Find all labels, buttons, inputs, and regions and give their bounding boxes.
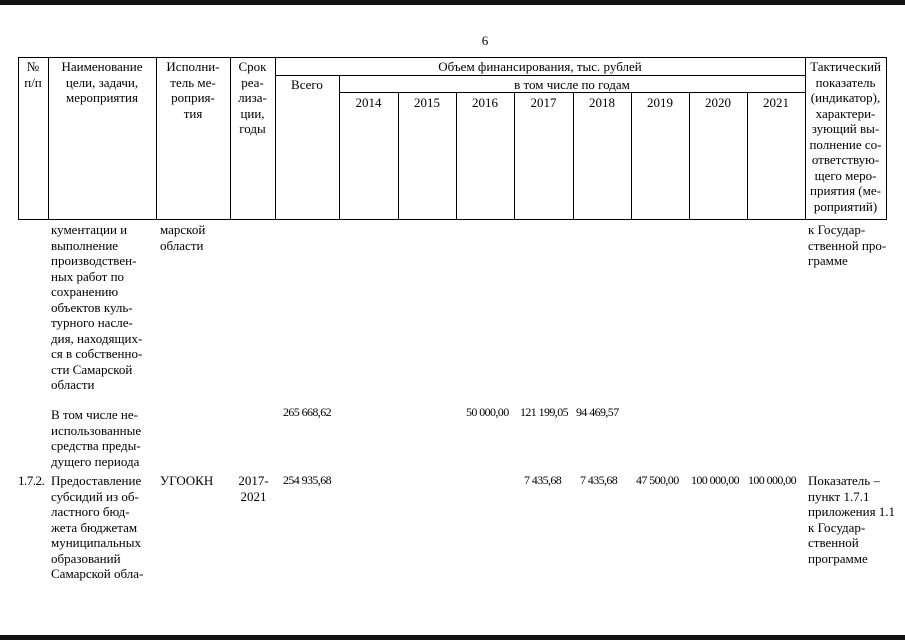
cell-name-unused-funds: В том числе не- использованные средства преды- дущего периода (51, 407, 142, 469)
cell-name: Предоставление субсидий из об- ластного бюд- жета бюджетам муниципальных образований Самарской обла- (51, 473, 144, 581)
header-year: 2016 (472, 95, 498, 110)
cell-term: 2017- 2021 (238, 473, 269, 504)
cell-2020: 100 000,00 (691, 473, 740, 487)
cell-indicator: Показатель – пункт 1.7.1 приложения 1.1 к Государ- ственной программе (808, 473, 896, 566)
header-term: Срок реа- лиза- ции, годы (238, 59, 267, 136)
header-no: № п/п (24, 59, 42, 90)
cell-total: 254 935,68 (283, 473, 332, 487)
cell-2018: 7 435,68 (580, 473, 618, 487)
cell-total-unused: 265 668,62 (283, 405, 332, 419)
cell-2016-unused: 50 000,00 (466, 405, 509, 419)
cell-2021: 100 000,00 (748, 473, 797, 487)
header-financing: Объем финансирования, тыс. рублей (438, 59, 642, 74)
cell-executor: УГООКН (160, 473, 214, 488)
cell-2019: 47 500,00 (636, 473, 679, 487)
header-executor: Исполни- тель ме- роприя- тия (166, 59, 220, 121)
cell-2017-unused: 121 199,05 (520, 405, 569, 419)
header-year: 2017 (530, 95, 557, 110)
cell-name-continued: кументации и выполнение производствен- ных работ по сохранению объектов куль- турного насле- дия, находящих- ся в собственно- сти Самарской области (51, 222, 143, 392)
header-year: 2020 (705, 95, 731, 110)
header-year: 2019 (647, 95, 673, 110)
header-total: Всего (291, 77, 323, 92)
header-year: 2014 (355, 95, 382, 110)
cell-2018-unused: 94 469,57 (576, 405, 619, 419)
header-year: 2018 (589, 95, 615, 110)
header-name: Наименование цели, задачи, мероприятия (61, 59, 143, 105)
page-number: 6 (481, 33, 489, 48)
cell-2017: 7 435,68 (524, 473, 562, 487)
cell-executor-continued: марской области (160, 222, 206, 253)
cell-no: 1.7.2. (18, 473, 45, 488)
header-year: 2015 (414, 95, 440, 110)
scan-bottom-border (0, 635, 905, 640)
header-year: 2021 (763, 95, 789, 110)
cell-indicator-continued: к Государ- ственной про- грамме (808, 222, 887, 268)
header-by-years: в том числе по годам (514, 77, 630, 92)
header-indicator: Тактический показатель (индикатор), характери- зующий вы- полнение со- ответствую- щего меро- приятия (ме- роприятий) (809, 59, 882, 214)
